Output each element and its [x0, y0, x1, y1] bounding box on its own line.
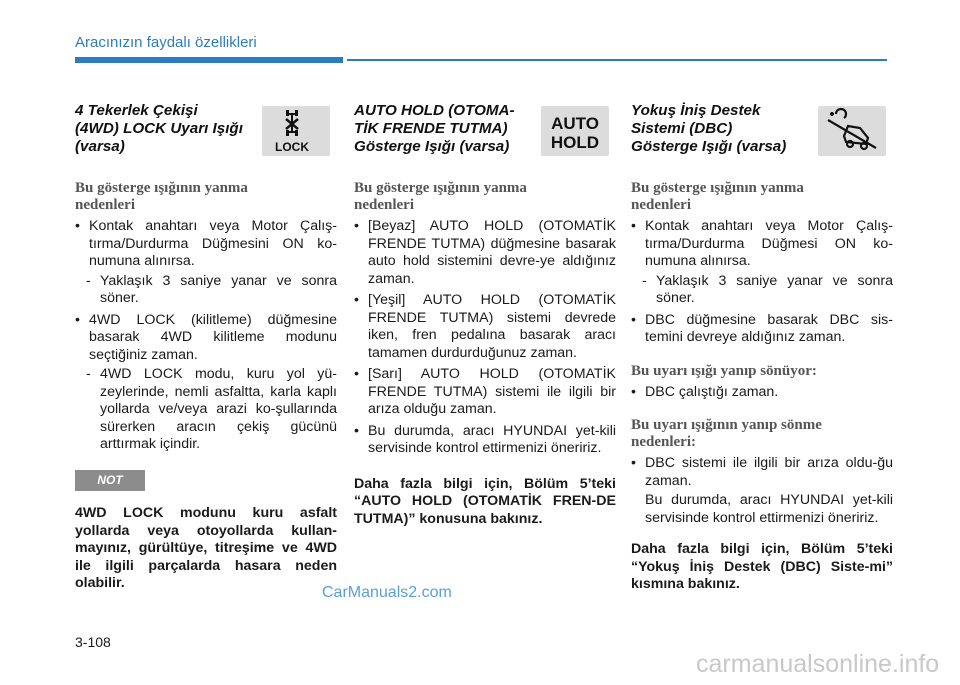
4wd-bullet-2: • 4WD LOCK (kilitleme) düğmesine basarak 4WD kilitleme modunu seçtiğiniz zaman.	[75, 312, 337, 365]
dbc-dash-1: - Yaklaşık 3 saniye yanar ve sonra söner.	[631, 273, 893, 308]
lock-icon-label: LOCK	[275, 140, 309, 154]
dbc-subheading-1: Bu gösterge ışığının yanma nedenleri	[631, 180, 804, 213]
column-4wd-lock	[75, 102, 337, 593]
column-auto-hold	[354, 102, 616, 528]
auto-hold-icon-line1: AUTO	[551, 114, 599, 133]
note-badge: NOT	[75, 470, 145, 492]
column-dbc	[631, 102, 893, 594]
auto-hold-bullet-4: • Bu durumda, aracı HYUNDAI yet-kili servisinde kontrol ettirmenizi öneririz.	[354, 423, 616, 458]
dbc-subheading-2: Bu uyarı ışığı yanıp sönüyor:	[631, 362, 817, 379]
dbc-title: Yokuş İniş Destek Sistemi (DBC) Gösterge Işığı (varsa)	[631, 102, 787, 155]
header-rule-thick	[75, 57, 343, 63]
dbc-subheading-3: Bu uyarı ışığının yanıp sönme nedenleri:	[631, 417, 822, 450]
4wd-note-text: 4WD LOCK modunu kuru asfalt yollarda veya otoyollarda kullan-mayınız, gürültüye, titreşime ve 4WD ile ilgili parçalarda hasara neden olabilir.	[75, 505, 337, 591]
auto-hold-subheading: Bu gösterge ışığının yanma nedenleri	[354, 180, 527, 213]
auto-hold-reference: Daha fazla bilgi için, Bölüm 5’teki “AUTO HOLD (OTOMATİK FREN-DE TUTMA)” konusuna bakınız.	[354, 475, 616, 527]
watermark-bottom: carmanualsonline.info	[696, 650, 940, 678]
auto-hold-bullet-1: • [Beyaz] AUTO HOLD (OTOMATİK FRENDE TUTMA) düğmesine basarak auto hold sistemini devre-ye aldığınız zaman.	[354, 218, 616, 288]
dbc-reference: Daha fazla bilgi için, Bölüm 5’teki “Yokuş İniş Destek (DBC) Siste-mi” kısmına bakınız.	[631, 541, 893, 592]
page-number: 3-108	[75, 634, 111, 650]
dbc-bullet-4: • DBC sistemi ile ilgili bir arıza oldu-ğu zaman.	[631, 455, 893, 490]
4wd-lock-title: 4 Tekerlek Çekişi (4WD) LOCK Uyarı Işığı (varsa)	[75, 102, 243, 155]
watermark-top: CarManuals2.com	[322, 584, 452, 601]
dbc-paragraph-4: Bu durumda, aracı HYUNDAI yet-kili servisinde kontrol ettirmenizi öneririz.	[645, 492, 893, 526]
dbc-bullet-3: • DBC çalıştığı zaman.	[631, 384, 893, 402]
4wd-dash-2: - 4WD LOCK modu, kuru yol yü-zeylerinde, nemli asfaltta, karla kaplı yollarda ve/veya arazi ko-şullarında sürerken aracın çekiş gücünü arttırmak içindir.	[75, 366, 337, 454]
dbc-bullet-1: • Kontak anahtarı veya Motor Çalış-tırma/Durdurma Düğmesi ON ko-numuna alınırsa.	[631, 218, 893, 271]
section-header: Aracınızın faydalı özellikleri	[75, 34, 257, 51]
4wd-subheading: Bu gösterge ışığının yanma nedenleri	[75, 180, 248, 213]
header-rule-thin	[347, 59, 887, 61]
auto-hold-bullet-2: • [Yeşil] AUTO HOLD (OTOMATİK FRENDE TUTMA) sistemi devrede iken, fren pedalına basarak aracı tamamen durdurduğunuz zaman.	[354, 292, 616, 362]
4wd-bullet-1: • Kontak anahtarı veya Motor Çalış-tırma/Durdurma Düğmesini ON ko-numuna alınırsa.	[75, 218, 337, 271]
auto-hold-icon-line2: HOLD	[550, 133, 600, 152]
4wd-dash-1: - Yaklaşık 3 saniye yanar ve sonra söner.	[75, 273, 337, 308]
dbc-bullet-2: • DBC düğmesine basarak DBC sis-temini devreye aldığınız zaman.	[631, 312, 893, 347]
auto-hold-title: AUTO HOLD (OTOMA-TİK FRENDE TUTMA) Gösterge Işığı (varsa)	[354, 102, 515, 155]
auto-hold-bullet-3: • [Sarı] AUTO HOLD (OTOMATİK FRENDE TUTMA) sistemi ile ilgili bir arıza olduğu zaman.	[354, 366, 616, 419]
